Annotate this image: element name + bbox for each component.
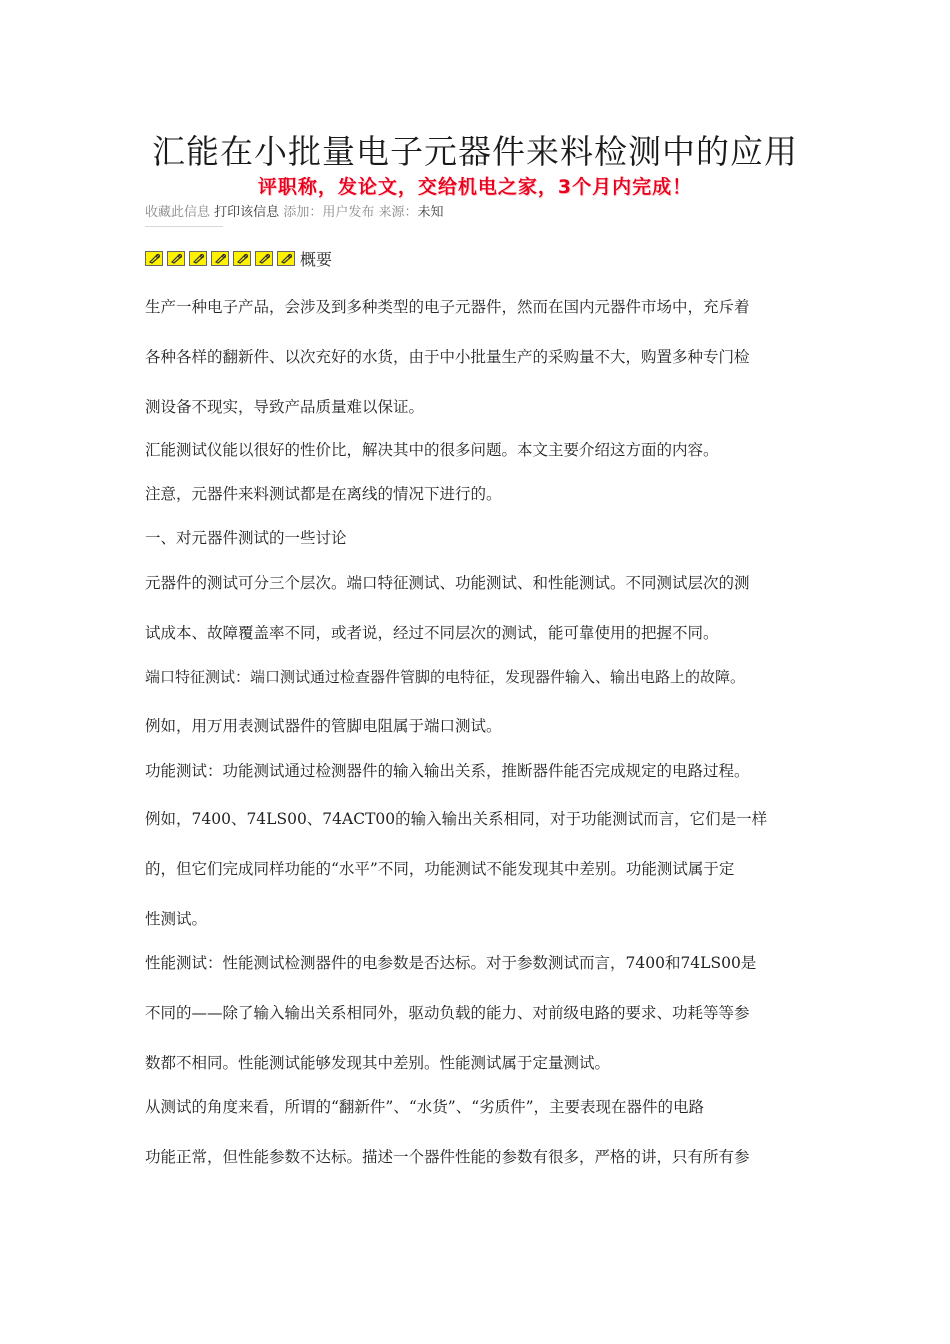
body-line: 测设备不现实，导致产品质量难以保证。 xyxy=(145,398,425,416)
section-heading: 一、对元器件测试的一些讨论 xyxy=(145,529,347,547)
tool-icon xyxy=(145,251,163,266)
added-label: 添加： xyxy=(283,205,323,220)
body-line: 例如，7400、74LS00、74ACT00的输入输出关系相同，对于功能测试而言，它们是一样 xyxy=(145,810,768,828)
tool-icon xyxy=(233,251,251,266)
article-meta xyxy=(145,204,444,222)
overview-heading: 概要 xyxy=(300,249,333,269)
body-line: 性测试。 xyxy=(145,910,208,928)
article-title: 汇能在小批量电子元器件来料检测中的应用 xyxy=(152,132,798,171)
body-line: 元器件的测试可分三个层次。端口特征测试、功能测试、和性能测试。不同测试层次的测 xyxy=(145,574,750,592)
source-value: 未知 xyxy=(417,205,444,220)
body-line: 汇能测试仪能以很好的性价比，解决其中的很多问题。本文主要介绍这方面的内容。 xyxy=(145,441,719,459)
body-line: 性能测试：性能测试检测器件的电参数是否达标。对于参数测试而言，7400和74LS00是 xyxy=(145,954,757,972)
print-link[interactable]: 打印该信息 xyxy=(214,205,280,220)
body-line: 例如，用万用表测试器件的管脚电阻属于端口测试。 xyxy=(145,717,502,735)
body-line: 数都不相同。性能测试能够发现其中差别。性能测试属于定量测试。 xyxy=(145,1054,611,1072)
tool-icon xyxy=(211,251,229,266)
body-line: 注意，元器件来料测试都是在离线的情况下进行的。 xyxy=(145,485,502,503)
tool-icon xyxy=(167,251,185,266)
body-line: 试成本、故障覆盖率不同，或者说，经过不同层次的测试，能可靠使用的把握不同。 xyxy=(145,624,719,642)
body-line: 功能正常，但性能参数不达标。描述一个器件性能的参数有很多，严格的讲，只有所有参 xyxy=(145,1148,750,1166)
tool-icon xyxy=(255,251,273,266)
body-line: 端口特征测试：端口测试通过检查器件管脚的电特征，发现器件输入、输出电路上的故障。 xyxy=(145,668,746,686)
body-line: 的，但它们完成同样功能的“水平”不同，功能测试不能发现其中差别。功能测试属于定 xyxy=(145,860,735,878)
body-line: 生产一种电子产品，会涉及到多种类型的电子元器件，然而在国内元器件市场中，充斥着 xyxy=(145,298,750,316)
section-heading-overview xyxy=(145,249,332,267)
favorite-link[interactable]: 收藏此信息 xyxy=(145,205,211,220)
tool-icon xyxy=(189,251,207,266)
body-line: 各种各样的翻新件、以次充好的水货，由于中小批量生产的采购量不大，购置多种专门检 xyxy=(145,348,750,366)
source-label: 来源： xyxy=(378,205,418,220)
body-line: 不同的——除了输入输出关系相同外，驱动负载的能力、对前级电路的要求、功耗等等参 xyxy=(145,1004,750,1022)
divider xyxy=(145,226,223,227)
body-line: 从测试的角度来看，所谓的“翻新件”、“水货”、“劣质件”，主要表现在器件的电路 xyxy=(145,1098,705,1116)
promo-banner[interactable]: 评职称，发论文，交给机电之家，3个月内完成！ xyxy=(257,176,693,198)
tool-icon xyxy=(277,251,295,266)
added-value: 用户发布 xyxy=(322,205,375,220)
body-line: 功能测试：功能测试通过检测器件的输入输出关系，推断器件能否完成规定的电路过程。 xyxy=(145,762,750,780)
